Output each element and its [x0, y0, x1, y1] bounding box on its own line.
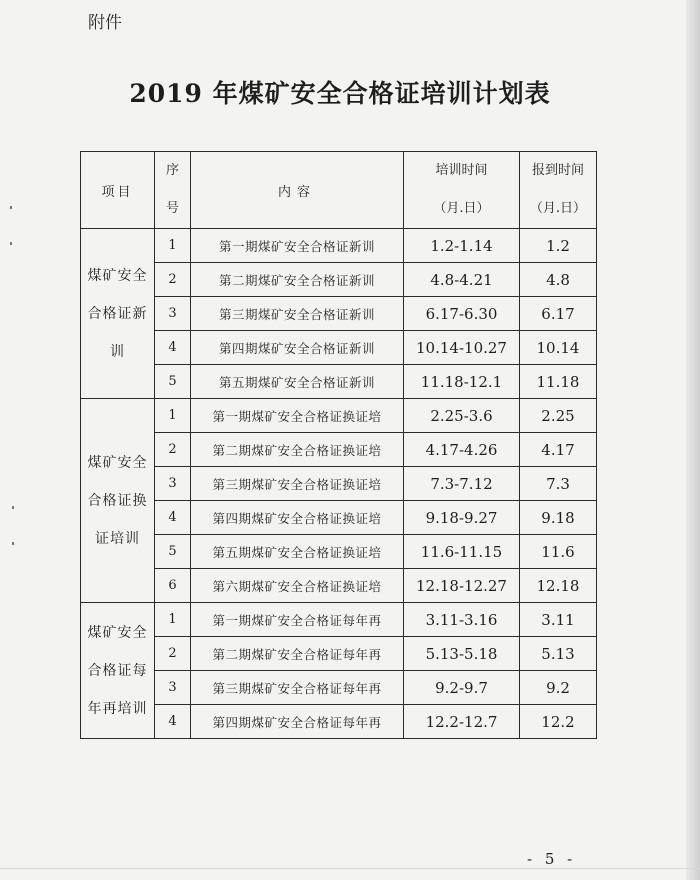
seq-cell: 3 — [155, 297, 191, 331]
header-training-time-bottom: （月.日） — [433, 201, 490, 216]
seq-cell: 5 — [155, 365, 191, 399]
content-cell: 第四期煤矿安全合格证新训 — [191, 331, 404, 365]
report-time-cell: 12.2 — [520, 705, 597, 739]
report-time-cell: 3.11 — [520, 603, 597, 637]
training-time-cell: 9.18-9.27 — [404, 501, 520, 535]
header-seq — [155, 152, 191, 229]
category-line: 煤矿安全 — [87, 454, 148, 471]
training-time-cell: 9.2-9.7 — [404, 671, 520, 705]
table-row — [81, 229, 597, 263]
category-line: 证培训 — [95, 530, 140, 547]
training-time-cell: 7.3-7.12 — [404, 467, 520, 501]
seq-cell: 4 — [155, 501, 191, 535]
header-item: 项目 — [81, 152, 155, 229]
report-time-cell: 2.25 — [520, 399, 597, 433]
training-time-cell: 2.25-3.6 — [404, 399, 520, 433]
content-cell: 第五期煤矿安全合格证换证培 — [191, 535, 404, 569]
training-time-cell: 11.6-11.15 — [404, 535, 520, 569]
page-edge-shadow — [686, 0, 700, 880]
training-time-cell: 6.17-6.30 — [404, 297, 520, 331]
category-line: 合格证新 — [87, 305, 148, 322]
scan-speck — [10, 206, 12, 209]
content-cell: 第三期煤矿安全合格证每年再 — [191, 671, 404, 705]
report-time-cell: 9.2 — [520, 671, 597, 705]
report-time-cell: 9.18 — [520, 501, 597, 535]
scan-fold-line — [0, 868, 700, 869]
content-cell: 第二期煤矿安全合格证每年再 — [191, 637, 404, 671]
scan-speck — [12, 506, 14, 509]
content-cell: 第五期煤矿安全合格证新训 — [191, 365, 404, 399]
table-row — [81, 671, 597, 705]
report-time-cell: 11.18 — [520, 365, 597, 399]
training-time-cell: 12.2-12.7 — [404, 705, 520, 739]
table-row — [81, 365, 597, 399]
content-cell: 第六期煤矿安全合格证换证培 — [191, 569, 404, 603]
category-line: 煤矿安全 — [87, 624, 148, 641]
report-time-cell: 11.6 — [520, 535, 597, 569]
header-seq-top: 序 — [165, 163, 179, 178]
table-row — [81, 433, 597, 467]
training-time-cell: 5.13-5.18 — [404, 637, 520, 671]
seq-cell: 2 — [155, 263, 191, 297]
scan-speck — [12, 542, 14, 545]
report-time-cell: 4.8 — [520, 263, 597, 297]
category-new-training — [81, 229, 155, 399]
table-row — [81, 535, 597, 569]
header-report-time-top: 报到时间 — [531, 163, 584, 178]
content-cell: 第一期煤矿安全合格证新训 — [191, 229, 404, 263]
content-cell: 第一期煤矿安全合格证每年再 — [191, 603, 404, 637]
category-line: 合格证换 — [87, 492, 148, 509]
seq-cell: 2 — [155, 637, 191, 671]
table-row — [81, 467, 597, 501]
header-training-time-top: 培训时间 — [435, 163, 488, 178]
header-report-time-bottom: （月.日） — [529, 201, 587, 216]
training-plan-table — [80, 151, 597, 739]
table-header-row — [81, 152, 597, 229]
seq-cell: 5 — [155, 535, 191, 569]
category-line: 训 — [110, 343, 125, 360]
document-title: 2019 年煤矿安全合格证培训计划表 — [129, 79, 551, 108]
seq-cell: 3 — [155, 467, 191, 501]
category-renewal-training — [81, 399, 155, 603]
training-time-cell: 3.11-3.16 — [404, 603, 520, 637]
seq-cell: 2 — [155, 433, 191, 467]
table-row — [81, 637, 597, 671]
content-cell: 第二期煤矿安全合格证换证培 — [191, 433, 404, 467]
content-cell: 第四期煤矿安全合格证每年再 — [191, 705, 404, 739]
training-time-cell: 4.17-4.26 — [404, 433, 520, 467]
training-time-cell: 10.14-10.27 — [404, 331, 520, 365]
report-time-cell: 4.17 — [520, 433, 597, 467]
seq-cell: 4 — [155, 705, 191, 739]
training-time-cell: 1.2-1.14 — [404, 229, 520, 263]
seq-cell: 1 — [155, 399, 191, 433]
category-line: 合格证每 — [87, 662, 148, 679]
report-time-cell: 12.18 — [520, 569, 597, 603]
header-report-time — [520, 152, 597, 229]
report-time-cell: 5.13 — [520, 637, 597, 671]
attachment-label: 附件 — [88, 13, 122, 33]
report-time-cell: 10.14 — [520, 331, 597, 365]
scan-speck — [10, 242, 12, 245]
table-row — [81, 331, 597, 365]
training-time-cell: 4.8-4.21 — [404, 263, 520, 297]
header-seq-bottom: 号 — [165, 201, 179, 216]
table-row — [81, 399, 597, 433]
report-time-cell: 1.2 — [520, 229, 597, 263]
table-row — [81, 569, 597, 603]
category-line: 煤矿安全 — [87, 267, 148, 284]
report-time-cell: 7.3 — [520, 467, 597, 501]
seq-cell: 1 — [155, 603, 191, 637]
table-row — [81, 501, 597, 535]
table-row — [81, 603, 597, 637]
content-cell: 第三期煤矿安全合格证新训 — [191, 297, 404, 331]
page-number: - 5 - — [527, 850, 577, 868]
content-cell: 第一期煤矿安全合格证换证培 — [191, 399, 404, 433]
training-time-cell: 12.18-12.27 — [404, 569, 520, 603]
content-cell: 第四期煤矿安全合格证换证培 — [191, 501, 404, 535]
table-row — [81, 705, 597, 739]
table-row — [81, 263, 597, 297]
seq-cell: 1 — [155, 229, 191, 263]
table-row — [81, 297, 597, 331]
content-cell: 第三期煤矿安全合格证换证培 — [191, 467, 404, 501]
content-cell: 第二期煤矿安全合格证新训 — [191, 263, 404, 297]
seq-cell: 6 — [155, 569, 191, 603]
category-annual-retraining — [81, 603, 155, 739]
header-content: 内容 — [191, 152, 404, 229]
training-time-cell: 11.18-12.1 — [404, 365, 520, 399]
seq-cell: 3 — [155, 671, 191, 705]
report-time-cell: 6.17 — [520, 297, 597, 331]
category-line: 年再培训 — [87, 700, 148, 717]
seq-cell: 4 — [155, 331, 191, 365]
header-training-time — [404, 152, 520, 229]
